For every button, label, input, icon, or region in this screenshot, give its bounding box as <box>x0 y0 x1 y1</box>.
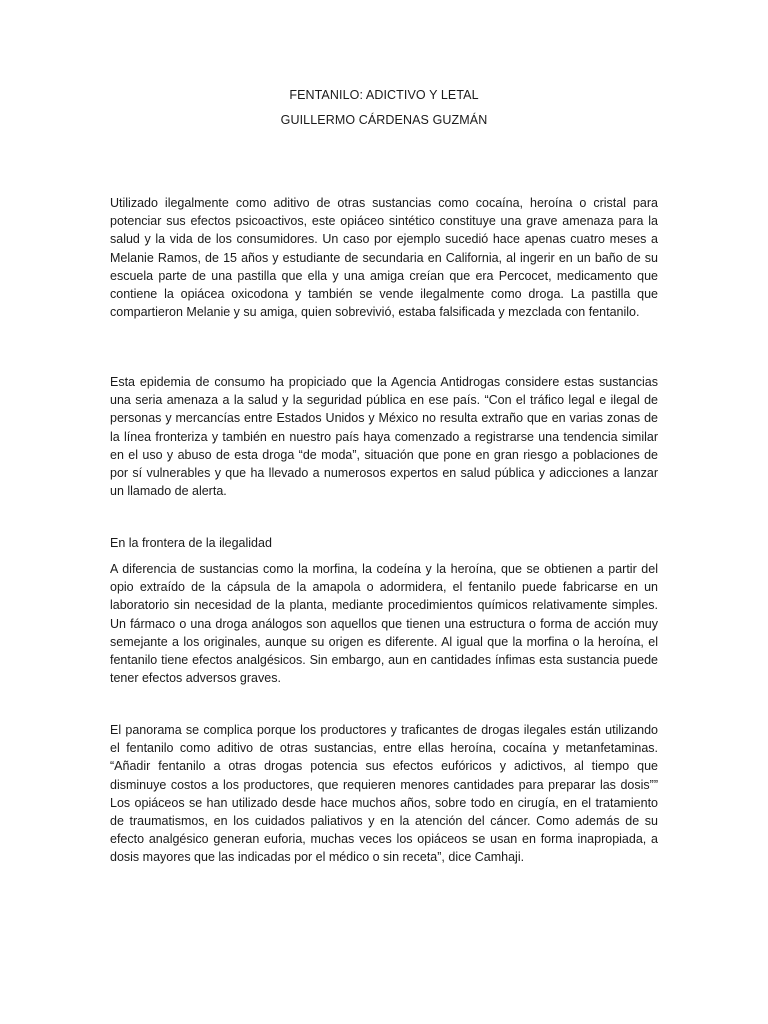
paragraph-2: Esta epidemia de consumo ha propiciado que la Agencia Antidrogas considere estas sustancias una seria amenaza a la salud y la seguridad pública en ese país. “Con el tráfico legal e ilegal de personas y mercancías entre Estados Unidos y México no resulta extraño que en varias zonas de la línea fronteriza y también en nuestro país haya comenzado a registrarse una tendencia similar en el uso y abuso de esta droga “de moda”, situación que pone en gran riesgo a poblaciones de por sí vulnerables y que ha llevado a numerosos expertos en salud pública y adicciones a lanzar un llamado de alerta. <box>110 375 658 499</box>
paragraph-4: El panorama se complica porque los productores y traficantes de drogas ilegales están utilizando el fentanilo como aditivo de otras sustancias, entre ellas heroína, cocaína y metanfetaminas. “Añadir fentanilo a otras drogas potencia sus efectos eufóricos y adictivos, al tiempo que disminuye costos a los productores, que requieren menores cantidades para preparar las dosis”” Los opiáceos se han utilizado desde hace muchos años, sobre todo en cirugía, en el tratamiento de traumatismos, en los cuidados paliativos y en la atención del cáncer. Como además de su efecto analgésico generan euforia, muchas veces los opiáceos se usan en forma inapropiada, a dosis mayores que las indicadas por el médico o sin receta”, dice Camhaji. <box>110 723 658 865</box>
section-heading: En la frontera de la ilegalidad <box>110 536 272 550</box>
paragraph-3: A diferencia de sustancias como la morfina, la codeína y la heroína, que se obtienen a partir del opio extraído de la cápsula de la amapola o adormidera, el fentanilo puede fabricarse en un laboratorio sin necesidad de la planta, mediante procedimientos químicos relativamente simples. Un fármaco o una droga análogos son aquellos que tienen una estructura o forma de acción muy semejante a los originales, aunque su origen es diferente. Al igual que la morfina o la heroína, el fentanilo tiene efectos analgésicos. Sin embargo, aun en cantidades ínfimas esta sustancia puede tener efectos adversos graves. <box>110 562 658 686</box>
paragraph-1: Utilizado ilegalmente como aditivo de otras sustancias como cocaína, heroína o cristal para potenciar sus efectos psicoactivos, este opiáceo sintético constituye una grave amenaza para la salud y la vida de los consumidores. Un caso por ejemplo sucedió hace apenas cuatro meses a Melanie Ramos, de 15 años y estudiante de secundaria en California, al ingerir en un baño de su escuela parte de una pastilla que ella y una amiga creían que era Percocet, medicamento que contiene la opiácea oxicodona y también se vende ilegalmente como droga. La pastilla que compartieron Melanie y su amiga, quien sobrevivió, estaba falsificada y mezclada con fentanilo. <box>110 196 658 320</box>
document-author: GUILLERMO CÁRDENAS GUZMÁN <box>280 113 488 127</box>
document-title: FENTANILO: ADICTIVO Y LETAL <box>289 88 479 102</box>
